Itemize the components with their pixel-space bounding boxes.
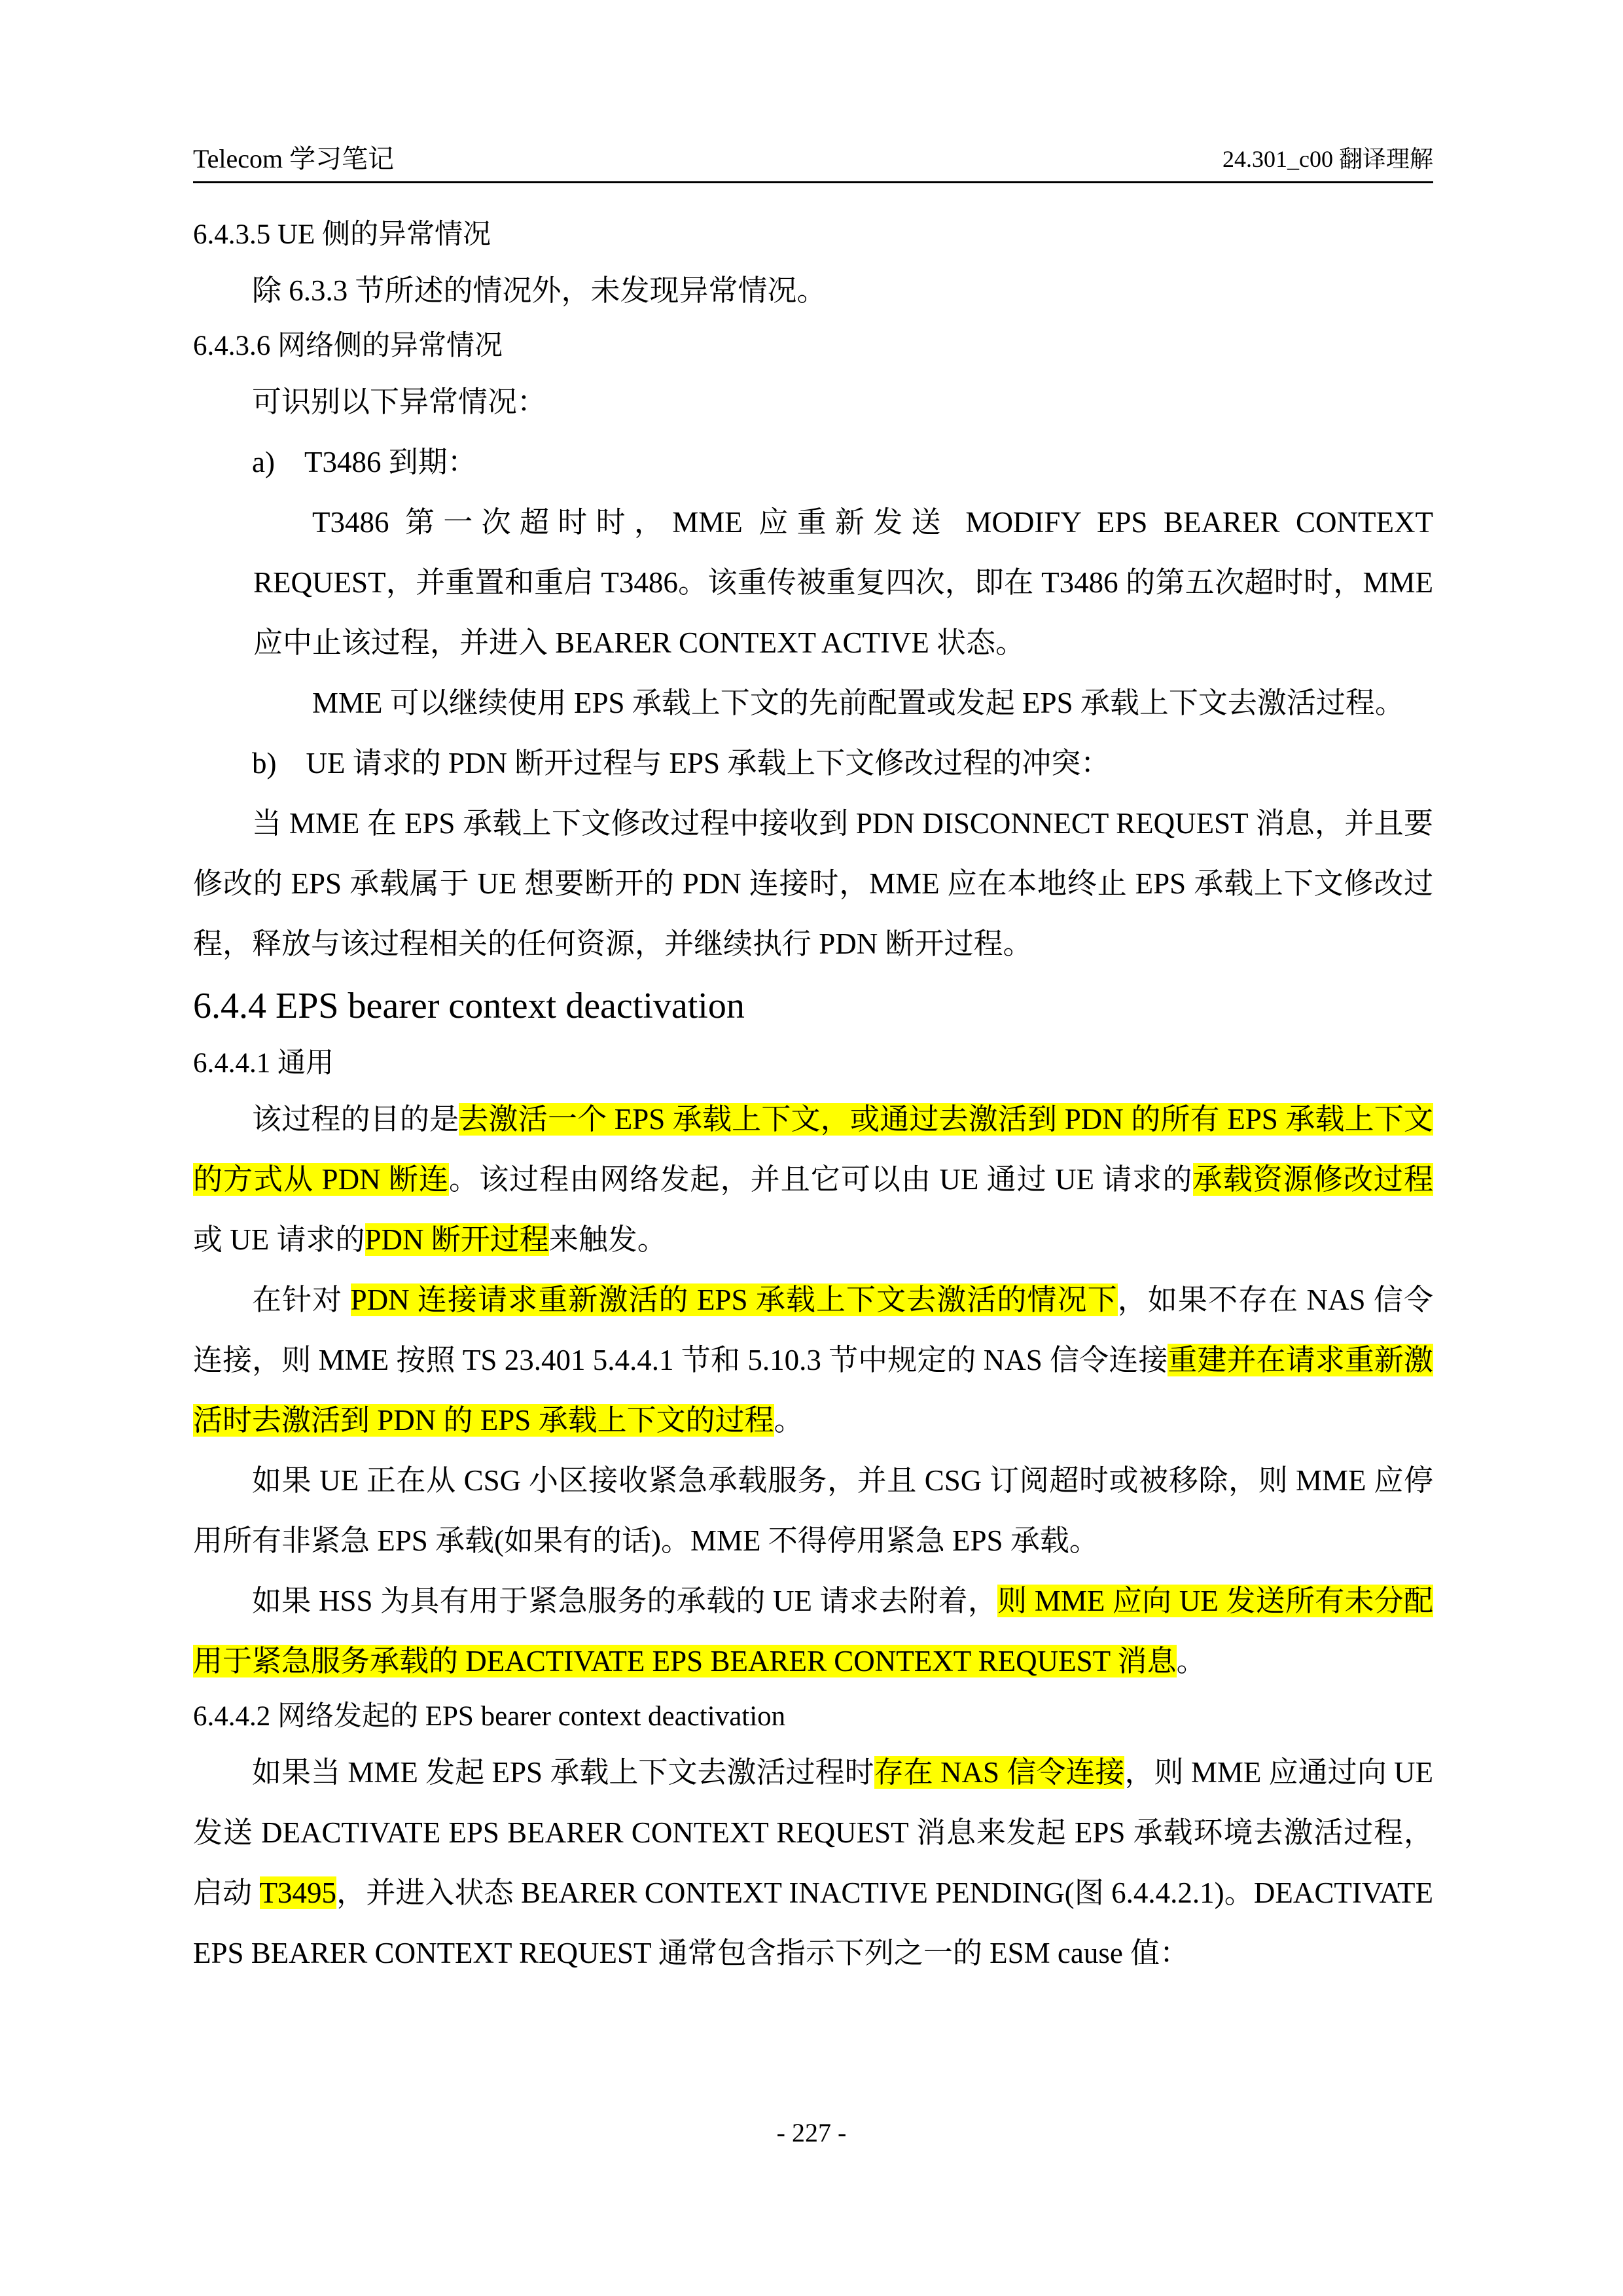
paragraph: 当 MME 在 EPS 承载上下文修改过程中接收到 PDN DISCONNECT REQUEST 消息，并且要修改的 EPS 承载属于 UE 想要断开的 PDN 连接时，MME 应在本地终止 EPS 承载上下文修改过程，释放与该过程相关的任何资源，并继续执行 PDN 断开过程。 [193,807,1433,960]
paragraph [193,1571,1433,1691]
text-run: 或 UE 请求的 [193,1223,365,1256]
paragraph: 除 6.3.3 节所述的情况外，未发现异常情况。 [252,274,827,307]
header-left-title: Telecom 学习笔记 [193,144,395,173]
document-body [193,209,1433,1983]
heading-6-4-4: 6.4.4 EPS bearer context deactivation [193,986,745,1026]
text-run: ，如果不存在 NAS 信令连接，则 MME 按照 TS 23.401 5.4.4.1 节和 5.10.3 节中规定的 NAS 信令连接 [193,1283,1433,1376]
text-run: 来触发。 [548,1223,667,1256]
text-run: 在针对 [252,1283,351,1316]
paragraph: 如果 UE 正在从 CSG 小区接收紧急承载服务，并且 CSG 订阅超时或被移除，则 MME 应停用所有非紧急 EPS 承载(如果有的话)。MME 不得停用紧急 EPS 承载。 [193,1464,1433,1557]
page-number: - 227 - [776,2118,847,2147]
highlighted-text: PDN 连接请求重新激活的 EPS 承载上下文去激活的情况下 [350,1283,1118,1316]
list-item-b: b) UE 请求的 PDN 断开过程与 EPS 承载上下文修改过程的冲突： [252,747,1111,780]
highlighted-text: 去激活一个 EPS 承载上下文，或通过去激活到 PDN 的所有 EPS 承载上下文的方式从 PDN 断连 [193,1103,1433,1196]
text-run: 该过程的目的是 [252,1103,459,1136]
highlighted-text: 则 MME 应向 UE 发送所有未分配用于紧急服务承载的 DEACTIVATE EPS BEARER CONTEXT REQUEST 消息 [193,1585,1433,1677]
heading-6-4-4-2: 6.4.4.2 网络发起的 EPS bearer context deactivation [193,1701,786,1732]
paragraph: MME 可以继续使用 EPS 承载上下文的先前配置或发起 EPS 承载上下文去激活过程。 [312,687,1404,719]
heading-6-4-4-1: 6.4.4.1 通用 [193,1048,334,1079]
text-run: 。 [1176,1645,1206,1677]
list-item-a: a) T3486 到期： [252,446,477,478]
text-run: 。 [774,1404,804,1437]
paragraph [193,1089,1433,1270]
highlighted-text: 存在 NAS 信令连接 [874,1756,1125,1789]
highlighted-text: 承载资源修改过程 [1192,1163,1433,1196]
highlighted-text: PDN 断开过程 [365,1223,549,1256]
text-run: ，则 MME 应通过向 UE 发送 DEACTIVATE EPS BEARER CONTEXT REQUEST 消息来发起 EPS 承载环境去激活过程，启动 [193,1756,1433,1909]
paragraph: T3486 第一次超时时，MME 应重新发送 MODIFY EPS BEARER CONTEXT REQUEST，并重置和重启 T3486。该重传被重复四次，即在 T3486 的第五次超时时，MME 应中止该过程，并进入 BEARER CONTEXT ACTIVE 状态。 [253,506,1433,659]
highlighted-text: 重建并在请求重新激活时去激活到 PDN 的 EPS 承载上下文的过程 [193,1344,1433,1437]
text-run: 如果 HSS 为具有用于紧急服务的承载的 UE 请求去附着， [252,1585,998,1617]
paragraph [193,1270,1433,1450]
text-run: 如果当 MME 发起 EPS 承载上下文去激活过程时 [252,1756,874,1789]
text-run: ，并进入状态 BEARER CONTEXT INACTIVE PENDING(图 6.4.4.2.1)。DEACTIVATE EPS BEARER CONTEXT REQUEST 通常包含指示下列之一的 ESM cause 值： [193,1876,1433,1969]
page-header [193,134,1433,183]
header-right-title: 24.301_c00 翻译理解 [1222,146,1433,172]
heading-6-4-3-6: 6.4.3.6 网络侧的异常情况 [193,331,503,361]
paragraph: 可识别以下异常情况： [252,386,547,418]
heading-6-4-3-5: 6.4.3.5 UE 侧的异常情况 [193,219,491,250]
text-run: 。该过程由网络发起，并且它可以由 UE 通过 UE 请求的 [449,1163,1193,1196]
paragraph [193,1742,1433,1983]
highlighted-text: T3495 [259,1876,337,1909]
